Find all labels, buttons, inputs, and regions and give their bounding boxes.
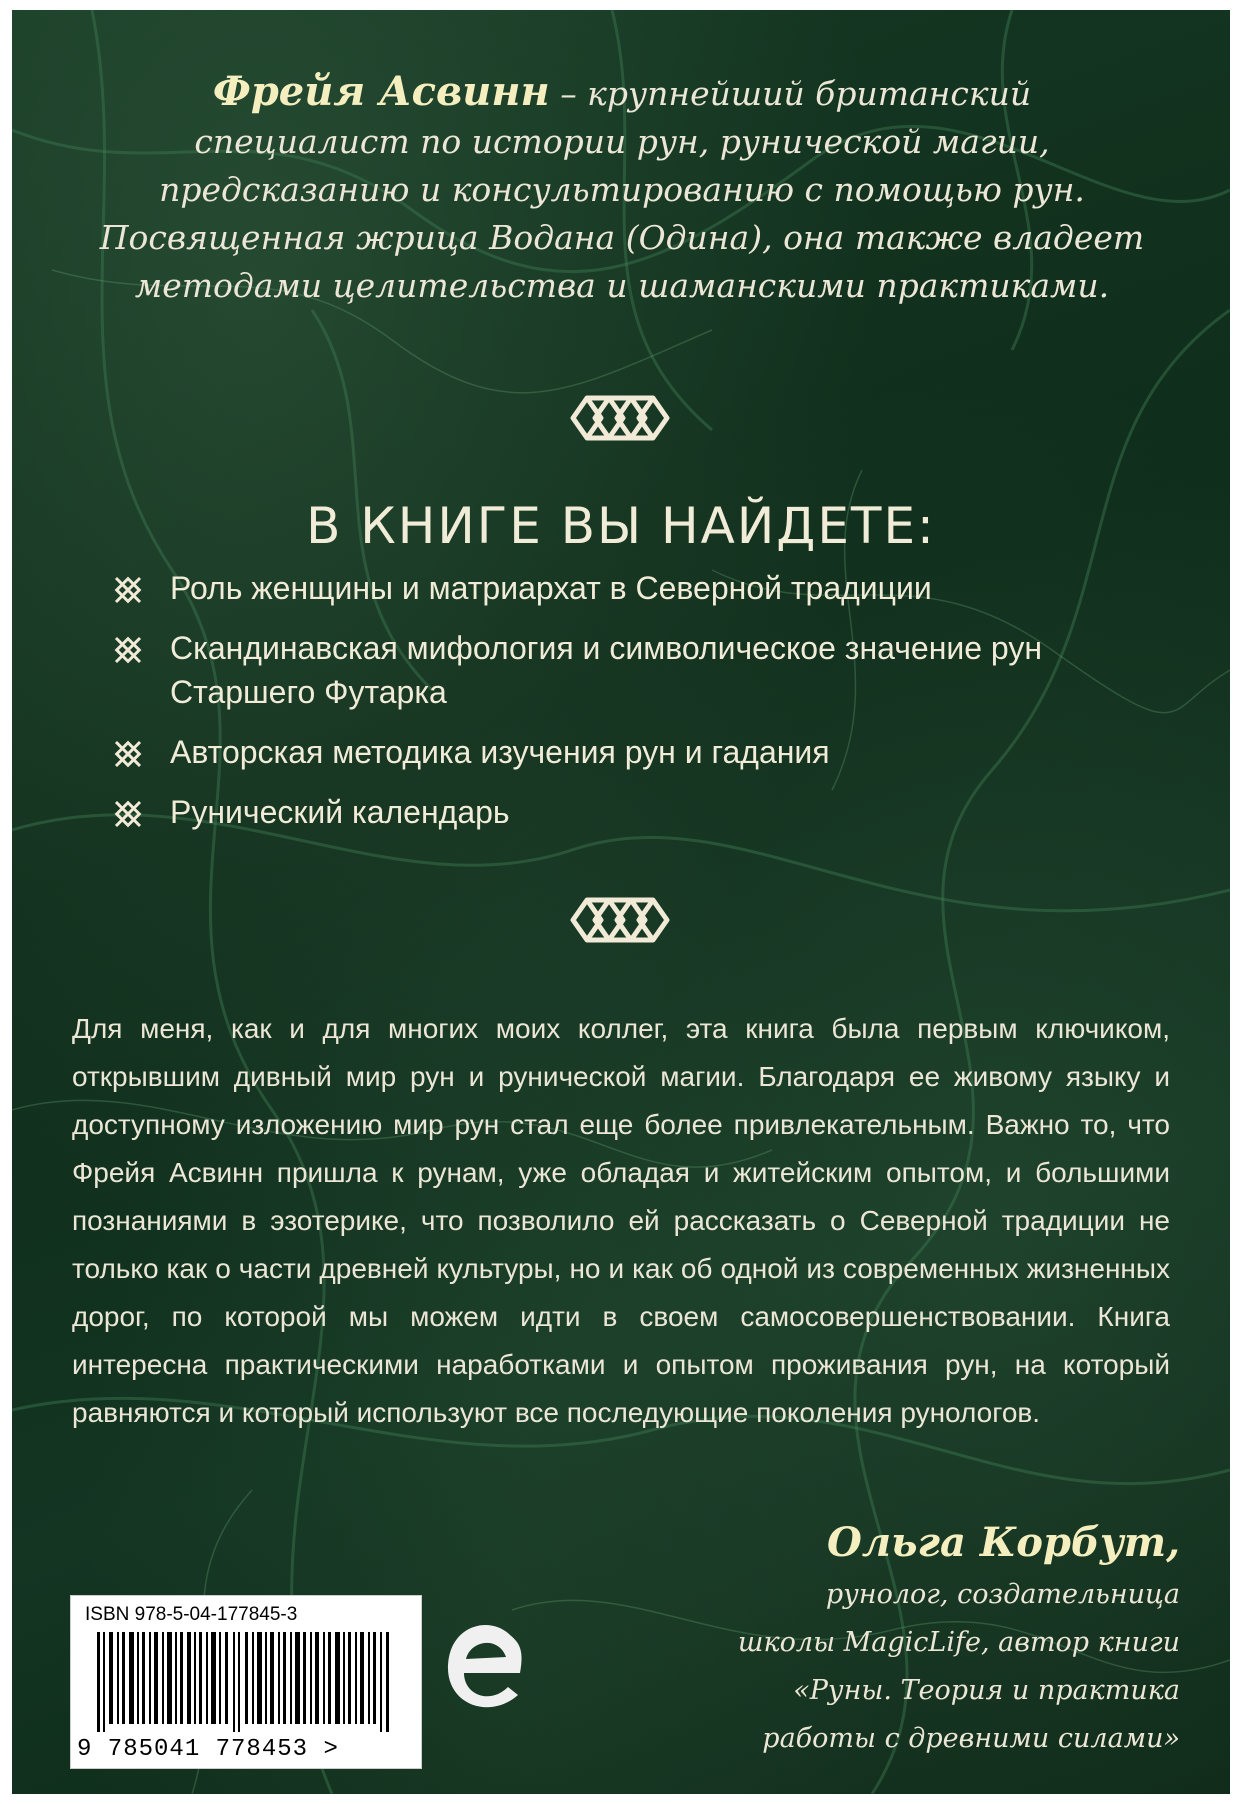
knot-bullet-icon [112, 574, 144, 606]
barcode-bars [97, 1632, 397, 1732]
feature-list [112, 566, 1142, 850]
quote-author: Ольга Корбут, [827, 1519, 1180, 1566]
author-intro: Фрейя Асвинн – крупнейший британский специалист по истории рун, рунической магии, предсказанию и консультированию с помощью рун. Посвященная жрица Водана (Одина), она также владеет методами целительства и шаманскими практиками. [99, 68, 1145, 305]
knot-bullet-icon [112, 798, 144, 830]
knot-bullet-icon [112, 738, 144, 770]
author-name: Фрейя Асвинн [212, 68, 550, 115]
list-item: Рунический календарь [112, 790, 1142, 834]
testimonial-quote: Для меня, как и для многих моих коллег, эта книга была первым ключиком, открывшим дивный мир рун и рунической магии. Благодаря ее живому языку и доступному изложению мир рун стал еще более привлекательным. Важно то, что Фрейя Асвинн пришла к рунам, уже обладая и житейским опытом, и большими познаниями в эзотерике, что позволило ей рассказать о Северной традиции не только как о части древней культуры, но и как об одной из современных жизненных дорог, по которой мы можем идти в своем самосовершенствовании. Книга интересна практическими наработками и опытом проживания рун, на который равняются и который используют все последующие поколения рунологов. [72, 1013, 1170, 1428]
barcode-digits: 9 785041 778453 > [77, 1736, 339, 1763]
list-item: Авторская методика изучения рун и гадания [112, 730, 1142, 774]
list-item: Роль женщины и матриархат в Северной традиции [112, 566, 1142, 610]
barcode-box [70, 1595, 422, 1769]
isbn-label: ISBN 978-5-04-177845-3 [85, 1604, 298, 1625]
section-heading: В КНИГЕ ВЫ НАЙДЕТЕ: [306, 497, 936, 555]
knot-bullet-icon [112, 634, 144, 666]
book-back-cover [12, 10, 1230, 1794]
celtic-knot-icon [567, 890, 675, 950]
celtic-knot-icon [567, 388, 675, 448]
testimonial-signature: Ольга Корбут, рунолог, создательница школы MagicLife, автор книги «Руны. Теория и практика работы с древними силами» [738, 1515, 1180, 1763]
publisher-logo-icon [440, 1615, 530, 1725]
list-item: Скандинавская мифология и символическое значение рун Старшего Футарка [112, 626, 1142, 714]
